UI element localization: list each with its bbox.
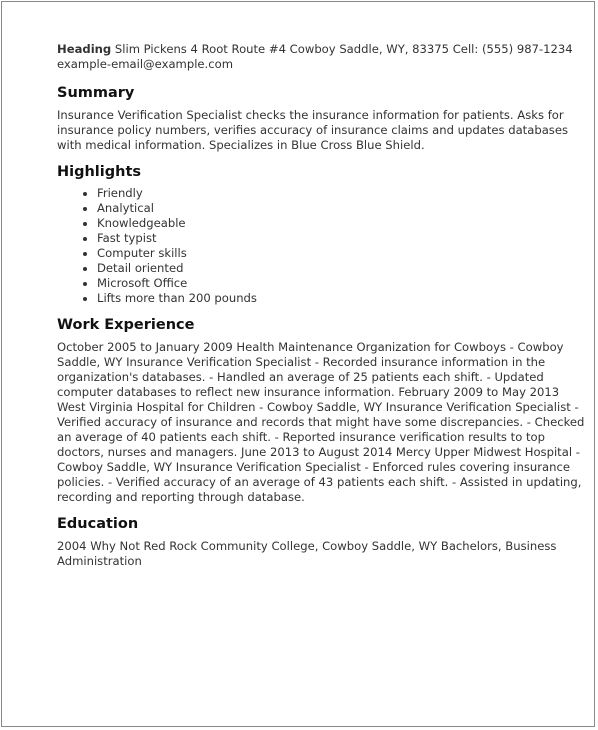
highlight-item: • Computer skills xyxy=(97,246,587,261)
highlight-item: • Analytical xyxy=(97,201,587,216)
education-title: Education xyxy=(57,516,139,532)
summary-title: Summary xyxy=(57,85,135,101)
resume-document xyxy=(57,42,587,569)
summary-text: Insurance Verification Specialist checks the insurance information for patients. Asks for insurance policy numbers, verifies accuracy of insurance claims and updates databases with medical information. Specializes in Blue Cross Blue Shield. xyxy=(57,108,569,152)
highlight-item: • Friendly xyxy=(97,186,587,201)
contact-header xyxy=(57,42,587,57)
contact-email: example-email@example.com xyxy=(57,57,234,71)
heading-label: Heading xyxy=(57,42,112,56)
education-text: 2004 Why Not Red Rock Community College, Cowboy Saddle, WY Bachelors, Business Administration xyxy=(57,539,557,568)
highlight-item: • Knowledgeable xyxy=(97,216,587,231)
work-experience-text: October 2005 to January 2009 Health Maintenance Organization for Cowboys - Cowboy Saddle, WY Insurance Verification Specialist - Recorded insurance information in the organization's databases. - Handled an average of 25 patients each shift. - Updated computer databases to reflect new insurance information. February 2009 to May 2013 West Virginia Hospital for Children - Cowboy Saddle, WY Insurance Verification Specialist - Verified accuracy of insurance and records that might have some discrepancies. - Checked an average of 40 patients each shift. - Reported insurance verification results to top doctors, nurses and managers. June 2013 to August 2014 Mercy Upper Midwest Hospital - Cowboy Saddle, WY Insurance Verification Specialist - Enforced rules covering insurance policies. - Verified accuracy of an average of 43 patients each shift. - Assisted in updating, recording and reporting through database. xyxy=(57,340,585,504)
highlight-item: • Detail oriented xyxy=(97,261,587,276)
highlights-list xyxy=(57,186,587,306)
highlight-item: • Lifts more than 200 pounds xyxy=(97,291,587,306)
work-experience-title: Work Experience xyxy=(57,317,195,333)
contact-details: Slim Pickens 4 Root Route #4 Cowboy Saddle, WY, 83375 Cell: (555) 987-1234 xyxy=(111,42,573,56)
highlights-title: Highlights xyxy=(57,164,142,180)
highlight-item: • Fast typist xyxy=(97,231,587,246)
highlight-item: • Microsoft Office xyxy=(97,276,587,291)
